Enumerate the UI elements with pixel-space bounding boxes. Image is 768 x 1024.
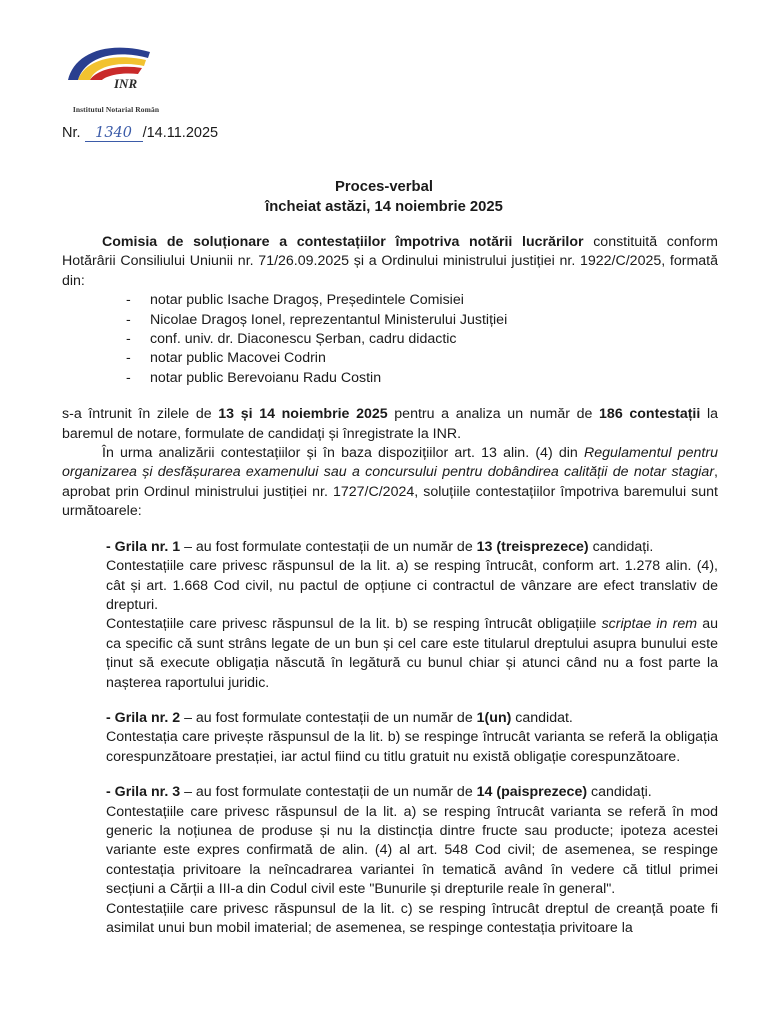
grila-1-heading: - Grila nr. 1 – au fost formulate contestații de un număr de 13 (treisprezece) candidați. <box>106 538 654 555</box>
commission-name: Comisia de soluționare a contestațiilor împotriva notării lucrărilor <box>102 234 584 250</box>
meeting-paragraph: s-a întrunit în zilele de 13 și 14 noiembrie 2025 pentru a analiza un număr de 186 contestații la baremul de notare, formulate de candidați și înregistrate la INR. <box>62 406 719 442</box>
registration-number <box>62 124 218 143</box>
grila-2-text: Contestația care privește răspunsul de la lit. b) se respinge întrucât varianta se referă la obligația corespunzătoare prestației, iar actul fiind cu titlu gratuit nu există obligație corespunzătoare. <box>106 729 718 765</box>
grila-3-text-c: Contestațiile care privesc răspunsul de la lit. c) se resping întrucât dreptul de creanță poate fi asimilat unui bun mobil imaterial; de asemenea, se respinge contestația privitoare la <box>106 900 718 936</box>
grila-3-text-a: Contestațiile care privesc răspunsul de la lit. a) se resping întrucât varianta se referă în mod generic la noțiunea de produse și nu la distincția dintre fructe sau producte; ipoteza acestei variante este expres confirmată de alin. (4) al art. 548 Cod civil; de asemenea, se respinge contestația privitoare la neîncadrarea variantei în tematică având în vedere că titlul primei secțiuni a Cărții a III-a din Codul civil este "Bunurile și drepturile reale în general". <box>106 803 718 898</box>
logo-caption: Institutul Notarial Român <box>72 105 160 114</box>
grila-3-section <box>106 783 718 938</box>
grila-1-text-a: Contestațiile care privesc răspunsul de la lit. a) se resping întrucât, conform art. 1.278 alin. (4), cât și art. 1.668 Cod civil, nu pactul de opțiune ci contractul de vânzare are efect translativ de drepturi. <box>106 558 718 613</box>
analysis-paragraph: În urma analizării contestațiilor și în baza dispozițiilor art. 13 alin. (4) din Regulamentul pentru organizarea și desfășurarea examenului sau a concursului pentru dobândirea calității de notar stagiar, aprobat prin Ordinul ministrului justiției nr. 1727/C/2024, soluțiile contestațiilor împotriva baremului sunt următoarele: <box>62 445 718 520</box>
list-item: - Nicolae Dragoș Ionel, reprezentantul Ministerului Justiției <box>126 311 718 330</box>
handwritten-number: 1340 <box>85 126 143 142</box>
intro-paragraph: Comisia de soluționare a contestațiilor împotriva notării lucrărilor constituită conform Hotărârii Consiliului Uniunii nr. 71/26.09.2025 și a Ordinului ministrului justiției nr. 1922/C/2025, formată din: <box>62 234 718 289</box>
list-item: - notar public Isache Dragoș, Președintele Comisiei <box>126 291 718 310</box>
grila-1-section <box>106 538 718 693</box>
grila-2-section <box>106 709 718 767</box>
nr-prefix: Nr. <box>62 125 81 141</box>
grila-1-text-b: Contestațiile care privesc răspunsul de la lit. b) se resping întrucât obligațiile scriptae in rem au ca specific că sunt strâns legate de un bun și cel care este titularul dreptului asupra bunului este ținut să execute obligația născută în legătură cu bunul chiar și atunci când nu a fost parte la nașterea raportului juridic. <box>106 616 718 691</box>
logo-emblem <box>62 36 170 100</box>
list-item: - notar public Berevoianu Radu Costin <box>126 369 718 388</box>
document-body <box>62 233 718 938</box>
grila-3-heading: - Grila nr. 3 – au fost formulate contestații de un număr de 14 (paisprezece) candidați. <box>106 784 652 801</box>
list-item: - conf. univ. dr. Diaconescu Șerban, cadru didactic <box>126 330 718 349</box>
nr-date: /14.11.2025 <box>142 125 219 141</box>
grila-2-heading: - Grila nr. 2 – au fost formulate contestații de un număr de 1(un) candidat. <box>106 709 573 726</box>
document-title: Proces-verbal <box>335 179 433 195</box>
inr-logo <box>62 36 170 114</box>
list-item: - notar public Macovei Codrin <box>126 349 718 368</box>
commission-members-list <box>62 291 718 388</box>
regulation-title: Regulamentul pentru organizarea și desfășurarea examenului sau a concursului pentru dobândirea calității de notar stagiar <box>62 445 718 481</box>
document-subtitle: încheiat astăzi, 14 noiembrie 2025 <box>265 199 503 215</box>
svg-text:INR: INR <box>114 76 138 91</box>
